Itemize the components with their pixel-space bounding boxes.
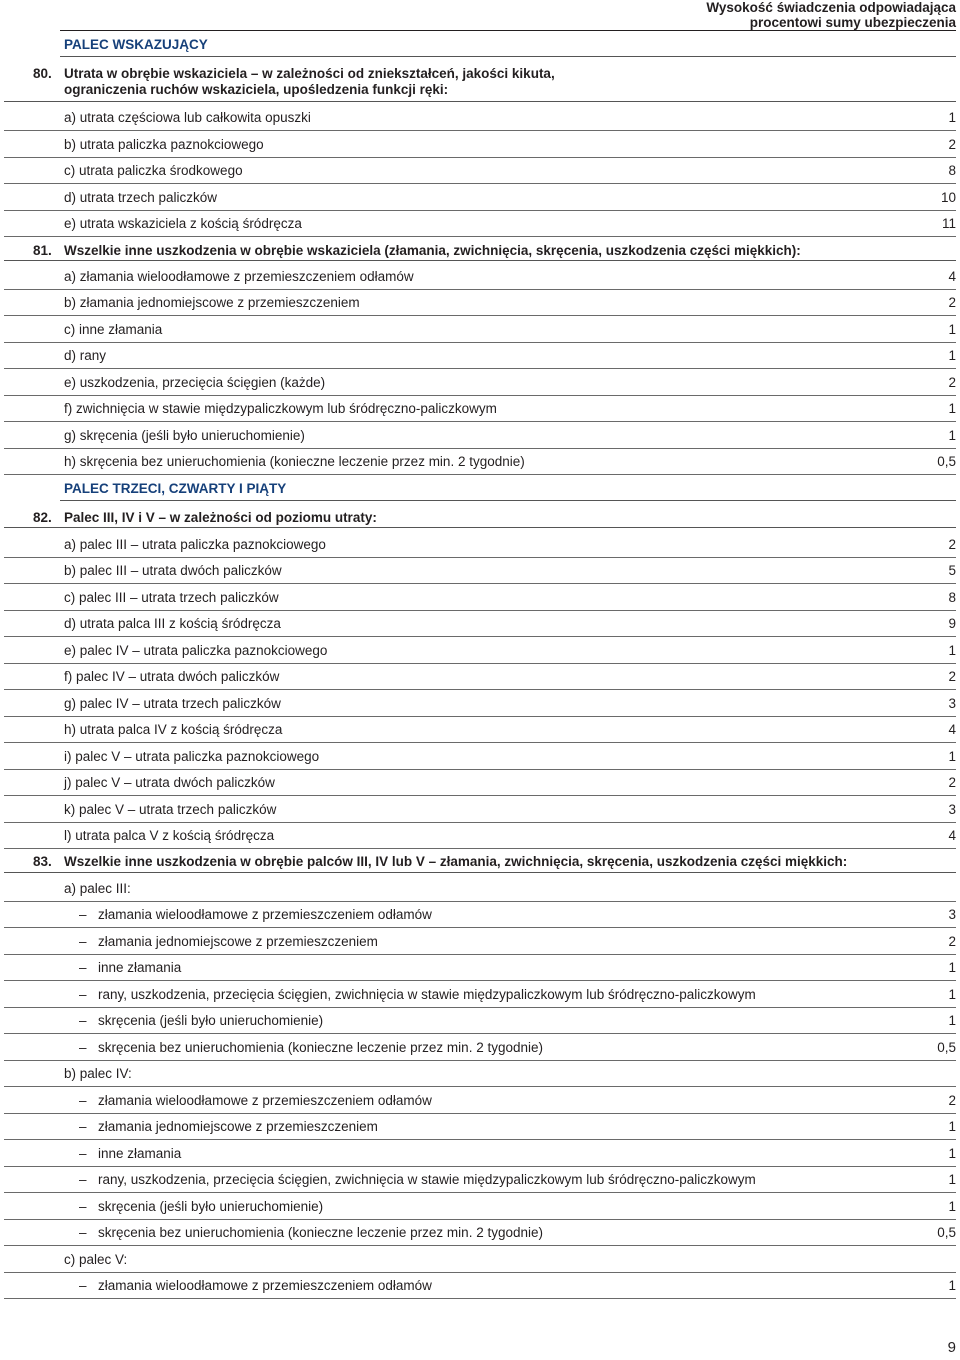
section-title-index-finger: PALEC WSKAZUJĄCY (64, 37, 208, 52)
dash-mark: – (79, 1199, 87, 1214)
row-label: c) inne złamania (64, 322, 163, 337)
table-row (4, 448, 956, 475)
dash-mark: – (79, 1093, 87, 1108)
question-80-line1: Utrata w obrębie wskaziciela – w zależności od zniekształceń, jakości kikuta, (64, 66, 555, 81)
row-label: skręcenia (jeśli było unieruchomienie) (98, 1013, 324, 1028)
row-value: 1 (948, 960, 956, 975)
row-label: a) palec III – utrata paliczka paznokciowego (64, 537, 326, 552)
section-rule (60, 500, 956, 501)
table-row (4, 928, 956, 955)
row-label: rany, uszkodzenia, przecięcia ścięgien, zwichnięcia w stawie międzypaliczkowym lub śródręczno-paliczkowym (98, 1172, 756, 1187)
row-value: 1 (948, 1278, 956, 1293)
table-row (4, 395, 956, 422)
question-81-number: 81. (33, 243, 52, 258)
dash-mark: – (79, 1278, 87, 1293)
row-value: 2 (948, 934, 956, 949)
row-label: a) utrata częściowa lub całkowita opuszki (64, 110, 311, 125)
row-value: 2 (948, 295, 956, 310)
question-rule (4, 260, 956, 261)
row-value: 3 (948, 907, 956, 922)
dash-mark: – (79, 1172, 87, 1187)
table-row (4, 289, 956, 316)
row-value: 8 (948, 590, 956, 605)
table-row (4, 769, 956, 796)
row-label: rany, uszkodzenia, przecięcia ścięgien, zwichnięcia w stawie międzypaliczkowym lub śródręczno-paliczkowym (98, 987, 756, 1002)
row-label: i) palec V – utrata paliczka paznokciowego (64, 749, 320, 764)
row-value: 2 (948, 669, 956, 684)
row-value: 5 (948, 563, 956, 578)
table-row (4, 422, 956, 449)
table-row (4, 981, 956, 1008)
table-row (4, 316, 956, 343)
question-80-line2: ograniczenia ruchów wskaziciela, upośledzenia funkcji ręki: (64, 82, 449, 97)
row-label: a) złamania wieloodłamowe z przemieszczeniem odłamów (64, 269, 414, 284)
dash-mark: – (79, 1013, 87, 1028)
question-82-number: 82. (33, 510, 52, 525)
table-row (4, 584, 956, 611)
row-label: skręcenia (jeśli było unieruchomienie) (98, 1199, 324, 1214)
table-row (4, 1166, 956, 1193)
dash-mark: – (79, 1225, 87, 1240)
table-row (4, 104, 956, 131)
question-81-text: Wszelkie inne uszkodzenia w obrębie wskaziciela (złamania, zwichnięcia, skręcenia, uszkodzenia części miękkich): (64, 243, 801, 258)
row-label: e) palec IV – utrata paliczka paznokciowego (64, 643, 328, 658)
row-label: inne złamania (98, 1146, 182, 1161)
row-label: g) skręcenia (jeśli było unieruchomienie) (64, 428, 305, 443)
header-rule (60, 30, 956, 31)
row-label: f) palec IV – utrata dwóch paliczków (64, 669, 280, 684)
question-83-number: 83. (33, 854, 52, 869)
group-row (4, 875, 956, 902)
row-value: 1 (948, 1199, 956, 1214)
row-value: 1 (948, 1119, 956, 1134)
row-value: 4 (948, 828, 956, 843)
row-label: b) palec III – utrata dwóch paliczków (64, 563, 282, 578)
row-value: 9 (948, 616, 956, 631)
row-value: 1 (948, 1013, 956, 1028)
table-row (4, 901, 956, 928)
group-label: b) palec IV: (64, 1066, 132, 1081)
row-label: h) skręcenia bez unieruchomienia (konieczne leczenie przez min. 2 tygodnie) (64, 454, 525, 469)
table-row (4, 531, 956, 558)
question-rule (4, 101, 956, 102)
row-label: g) palec IV – utrata trzech paliczków (64, 696, 281, 711)
row-label: c) utrata paliczka środkowego (64, 163, 243, 178)
row-value: 2 (948, 1093, 956, 1108)
question-83-text: Wszelkie inne uszkodzenia w obrębie palców III, IV lub V – złamania, zwichnięcia, skręcenia, uszkodzenia części miękkich: (64, 854, 848, 869)
table-row (4, 184, 956, 211)
group-row (4, 1246, 956, 1273)
table-row (4, 157, 956, 184)
row-value: 1 (948, 1146, 956, 1161)
table-row (4, 557, 956, 584)
table-row (4, 1140, 956, 1167)
table-row (4, 610, 956, 637)
table-row (4, 954, 956, 981)
row-label: h) utrata palca IV z kością śródręcza (64, 722, 283, 737)
row-value: 0,5 (937, 1225, 956, 1240)
row-label: k) palec V – utrata trzech paliczków (64, 802, 277, 817)
row-label: inne złamania (98, 960, 182, 975)
row-value: 1 (948, 987, 956, 1002)
row-value: 8 (948, 163, 956, 178)
page-number: 9 (947, 1339, 956, 1356)
row-value: 1 (948, 643, 956, 658)
dash-mark: – (79, 1119, 87, 1134)
table-row (4, 690, 956, 717)
row-label: złamania jednomiejscowe z przemieszczeniem (98, 934, 378, 949)
question-80-number: 80. (33, 66, 52, 81)
row-value: 0,5 (937, 1040, 956, 1055)
dash-mark: – (79, 1040, 87, 1055)
row-label: skręcenia bez unieruchomienia (konieczne leczenie przez min. 2 tygodnie) (98, 1040, 543, 1055)
row-label: skręcenia bez unieruchomienia (konieczne leczenie przez min. 2 tygodnie) (98, 1225, 543, 1240)
row-value: 2 (948, 537, 956, 552)
table-row (4, 663, 956, 690)
row-label: złamania wieloodłamowe z przemieszczeniem odłamów (98, 907, 432, 922)
row-value: 1 (948, 1172, 956, 1187)
row-value: 2 (948, 375, 956, 390)
row-label: f) zwichnięcia w stawie międzypaliczkowym lub śródręczno-paliczkowym (64, 401, 497, 416)
row-label: j) palec V – utrata dwóch paliczków (64, 775, 275, 790)
table-row (4, 369, 956, 396)
row-value: 11 (941, 216, 956, 231)
table-row (4, 1034, 956, 1061)
row-value: 4 (948, 722, 956, 737)
row-value: 0,5 (937, 454, 956, 469)
section-title-fingers-3-4-5: PALEC TRZECI, CZWARTY I PIĄTY (64, 481, 287, 496)
row-label: złamania wieloodłamowe z przemieszczeniem odłamów (98, 1278, 432, 1293)
row-value: 1 (948, 322, 956, 337)
row-label: b) utrata paliczka paznokciowego (64, 137, 264, 152)
row-value: 1 (948, 428, 956, 443)
row-value: 2 (948, 137, 956, 152)
table-row (4, 637, 956, 664)
row-label: złamania wieloodłamowe z przemieszczeniem odłamów (98, 1093, 432, 1108)
column-header-line2: procentowi sumy ubezpieczenia (749, 15, 956, 30)
table-row (4, 263, 956, 290)
question-rule (4, 527, 956, 528)
row-value: 3 (948, 802, 956, 817)
row-label: d) utrata palca III z kością śródręcza (64, 616, 281, 631)
group-label: c) palec V: (64, 1252, 128, 1267)
row-label: l) utrata palca V z kością śródręcza (64, 828, 275, 843)
row-value: 4 (948, 269, 956, 284)
table-row (4, 1219, 956, 1246)
table-row (4, 1113, 956, 1140)
table-row (4, 1007, 956, 1034)
row-value: 1 (948, 348, 956, 363)
table-row (4, 210, 956, 237)
column-header (706, 0, 956, 30)
dash-mark: – (79, 1146, 87, 1161)
dash-mark: – (79, 907, 87, 922)
row-label: b) złamania jednomiejscowe z przemieszczeniem (64, 295, 360, 310)
row-label: d) utrata trzech paliczków (64, 190, 218, 205)
group-row (4, 1060, 956, 1087)
table-row (4, 131, 956, 158)
table-row (4, 1193, 956, 1220)
row-value: 1 (948, 110, 956, 125)
table-row (4, 1272, 956, 1299)
dash-mark: – (79, 987, 87, 1002)
table-row (4, 743, 956, 770)
table-row (4, 796, 956, 823)
row-label: e) utrata wskaziciela z kością śródręcza (64, 216, 302, 231)
question-82-text: Palec III, IV i V – w zależności od poziomu utraty: (64, 510, 377, 525)
row-label: d) rany (64, 348, 107, 363)
table-row (4, 342, 956, 369)
table-row (4, 716, 956, 743)
row-label: c) palec III – utrata trzech paliczków (64, 590, 279, 605)
dash-mark: – (79, 960, 87, 975)
row-value: 2 (948, 775, 956, 790)
question-80-text (64, 66, 555, 98)
group-label: a) palec III: (64, 881, 131, 896)
table-row (4, 822, 956, 849)
row-value: 3 (948, 696, 956, 711)
dash-mark: – (79, 934, 87, 949)
row-label: e) uszkodzenia, przecięcia ścięgien (każde) (64, 375, 326, 390)
section-rule (60, 56, 956, 57)
row-value: 10 (940, 190, 956, 205)
row-value: 1 (948, 401, 956, 416)
question-rule (4, 872, 956, 873)
table-row (4, 1087, 956, 1114)
row-value: 1 (948, 749, 956, 764)
row-label: złamania jednomiejscowe z przemieszczeniem (98, 1119, 378, 1134)
column-header-line1: Wysokość świadczenia odpowiadająca (706, 0, 956, 15)
